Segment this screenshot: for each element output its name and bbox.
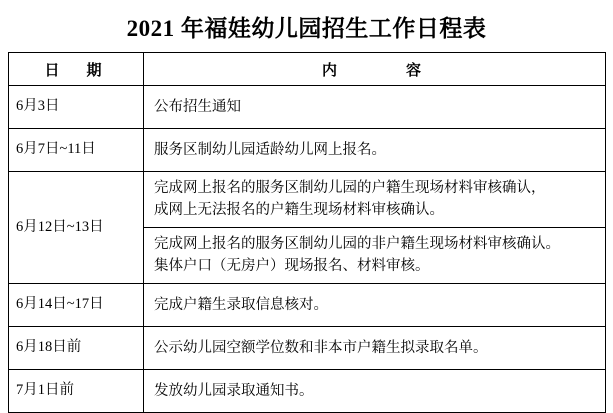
table-row xyxy=(9,86,606,129)
cell-date: 6月18日前 xyxy=(9,326,144,369)
admission-schedule-table xyxy=(8,52,606,413)
content-line: 公布招生通知 xyxy=(154,98,241,115)
content-line: 成网上无法报名的户籍生现场材料审核确认。 xyxy=(154,202,444,219)
content-line: 完成网上报名的服务区制幼儿园的户籍生现场材料审核确认， xyxy=(154,180,546,196)
content-line: 服务区制幼儿园适龄幼儿网上报名。 xyxy=(154,141,386,158)
cell-date: 6月12日~13日 xyxy=(9,172,144,284)
cell-content xyxy=(144,129,606,172)
content-line: 公示幼儿园空额学位数和非本市户籍生拟录取名单。 xyxy=(154,339,488,356)
column-header-date: 日 期 xyxy=(9,53,144,86)
content-line: 集体户口（无房户）现场报名、材料审核。 xyxy=(154,258,430,275)
page-title: 2021 年福娃幼儿园招生工作日程表 xyxy=(126,16,487,41)
cell-date: 7月1日前 xyxy=(9,369,144,412)
cell-content xyxy=(144,283,606,326)
content-line: 完成户籍生录取信息核对。 xyxy=(154,296,328,313)
cell-date: 6月3日 xyxy=(9,86,144,129)
table-row xyxy=(9,129,606,172)
table-row xyxy=(9,172,606,228)
table-row xyxy=(9,283,606,326)
cell-content xyxy=(144,172,606,228)
table-row xyxy=(9,326,606,369)
column-header-content: 内 容 xyxy=(144,53,606,86)
content-line: 发放幼儿园录取通知书。 xyxy=(154,382,314,399)
cell-content xyxy=(144,369,606,412)
schedule-table-wrapper xyxy=(0,52,613,413)
cell-date: 6月14日~17日 xyxy=(9,283,144,326)
table-row xyxy=(9,369,606,412)
cell-content xyxy=(144,326,606,369)
content-line: 完成网上报名的服务区制幼儿园的非户籍生现场材料审核确认。 xyxy=(154,235,560,252)
cell-date: 6月7日~11日 xyxy=(9,129,144,172)
cell-content xyxy=(144,227,606,283)
table-header-row xyxy=(9,53,606,86)
cell-content xyxy=(144,86,606,129)
